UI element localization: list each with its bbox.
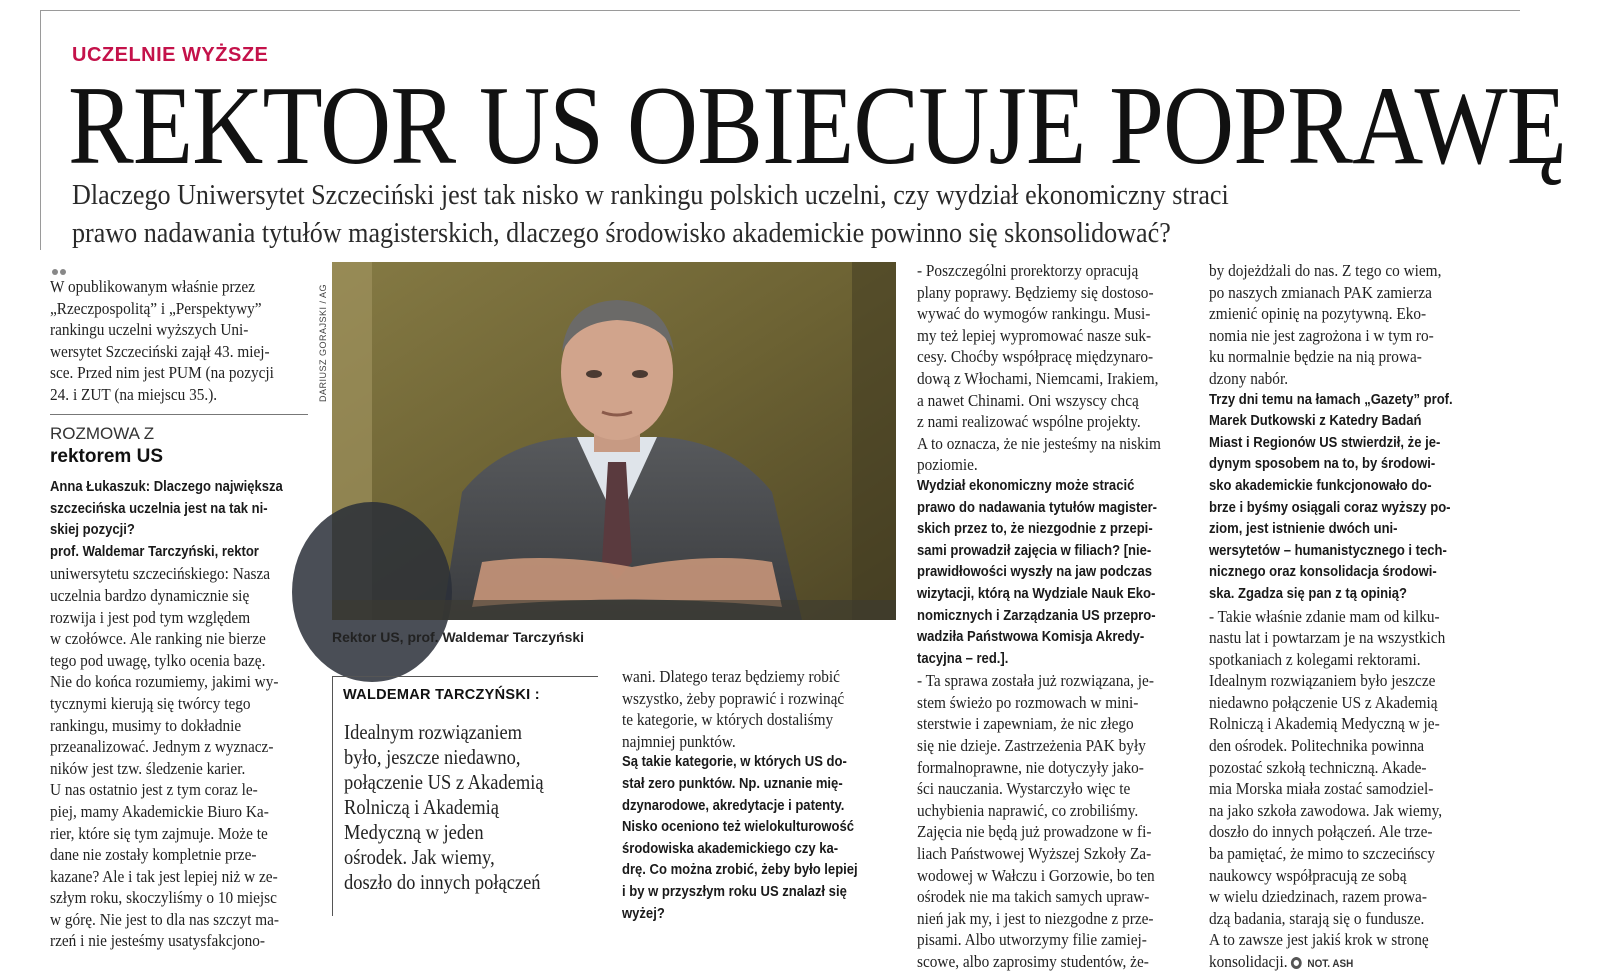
intro-line: W opublikowanym właśnie przez — [50, 277, 255, 296]
question-line: i by w przyszłym roku US znalazł się — [622, 883, 847, 900]
question-line: tacyjna – red.]. — [917, 650, 1009, 667]
article-end-marker — [1288, 952, 1354, 971]
answer-line: Idealnym rozwiązaniem było jeszcze — [1209, 671, 1436, 691]
article-column-4 — [917, 260, 1162, 973]
answer-line: nień jak my, i jest to niezgodne z prze- — [917, 908, 1154, 928]
answer-line: uniwersytetu szczecińskiego: Nasza — [50, 564, 271, 584]
pull-quote-text — [344, 720, 555, 895]
lead-line: prawo nadawania tytułów magisterskich, dlaczego środowisko akademickie powinno się skonsolidować? — [72, 217, 1171, 249]
answer-line: Nie do końca rozumiemy, jakimi wy- — [50, 672, 279, 692]
question-line: prawo do nadawania tytułów magister- — [917, 499, 1158, 516]
answer-line: dzony nabór. — [1209, 368, 1289, 388]
answer-line: konsolidacji. — [1209, 952, 1288, 971]
answer-line: z nami realizować wspólne projekty. — [917, 412, 1141, 432]
answer-line: scowe, albo zaprosimy studentów, że- — [917, 952, 1149, 971]
quote-line: Medyczną w jeden — [344, 820, 484, 844]
answer-line: den ośrodek. Politechnika powinna — [1209, 736, 1425, 756]
answer-line: plany poprawy. Będziemy się dostoso- — [917, 282, 1154, 302]
author-note: NOT. ASH — [1307, 958, 1354, 970]
question-line: Trzy dni temu na łamach „Gazety” prof. — [1209, 391, 1453, 408]
answer-line: A to zawsze jest jakiś krok w stronę — [1209, 930, 1429, 950]
answer-line: Rolniczą i Akademią Medyczną w je- — [1209, 714, 1440, 734]
question-line: skich przez to, że niezgodnie z przepi- — [917, 521, 1153, 538]
bullet-dots-icon — [52, 262, 68, 268]
rector-portrait-image — [332, 262, 896, 620]
question-line: dynym sposobem na to, by środowi- — [1209, 456, 1436, 473]
photo-caption: Rektor US, prof. Waldemar Tarczyński — [332, 629, 585, 645]
answer-line: tego pod uwagę, tylko ocenia bazę. — [50, 650, 266, 670]
question-line: Nisko oceniono też wielokulturowość — [622, 819, 855, 836]
question-line: sami prowadził zajęcia w filiach? [nie- — [917, 542, 1152, 559]
answer-line: te kategorie, w których dostaliśmy — [622, 710, 834, 730]
answer-line: wszystko, żeby poprawić i rozwinąć — [622, 688, 845, 708]
answer-line: pisami. Albo utworzymy filie zamiej- — [917, 930, 1147, 950]
answer-line: najmniej punktów. — [622, 731, 736, 751]
answer-line: A to oznacza, że nie jesteśmy na niskim — [917, 433, 1161, 453]
answer-line: rankingu, musimy to dokładnie — [50, 715, 242, 735]
answer-line: wani. Dlatego teraz będziemy robić — [622, 667, 840, 686]
question-line: Są takie kategorie, w których US do- — [622, 754, 847, 771]
question-line: nomicznych i Zarządzania US przepro- — [917, 607, 1156, 624]
question-line: Wydział ekonomiczny może stracić — [917, 477, 1135, 494]
answer-line: by dojeżdżali do nas. Z tego co wiem, — [1209, 261, 1442, 280]
answer-line: sterstwie i zapewniam, że nic złego — [917, 714, 1134, 734]
answer-line: naukowcy współpracują ze sobą — [1209, 865, 1407, 885]
answer-line: ośrodek nie ma takich samych upraw- — [917, 887, 1150, 907]
answer-line: a nawet Chinami. Oni wszyscy chcą — [917, 390, 1139, 410]
quote-line: było, jeszcze niedawno, — [344, 745, 521, 769]
intro-line: rankingu uczelni wyższych Uni- — [50, 320, 249, 340]
answer-line: formalnoprawne, nie dotyczyły jako- — [917, 757, 1144, 777]
interview-label: ROZMOWA Z — [50, 424, 155, 443]
question-line: dzynarodowe, akredytacje i patenty. — [622, 797, 845, 814]
answer-line: Zajęcia nie będą już prowadzone w fi- — [917, 822, 1152, 842]
question-line: prof. Waldemar Tarczyński, rektor — [50, 543, 259, 560]
answer-line: przeanalizować. Jednym z wyznacz- — [50, 737, 274, 757]
answer-line: rzeń i nie jesteśmy usatysfakcjono- — [50, 931, 265, 951]
intro-divider — [50, 414, 308, 415]
question-line: nicznego oraz konsolidacja środowi- — [1209, 564, 1437, 581]
photo-credit-text: DARIUSZ GORAJSKI / AG — [318, 283, 328, 402]
question-line: stał zero punktów. Np. uznanie mię- — [622, 775, 843, 792]
answer-line: dzą badania, starają się o fundusze. — [1209, 908, 1425, 928]
article-column-3 — [622, 666, 874, 925]
question-line: Miast i Regionów US stwierdził, że je- — [1209, 434, 1441, 451]
answer-line: w górę. Nie jest to dla nas szczyt ma- — [50, 909, 280, 929]
answer-line: na jako szkoła zawodowa. Jak wiemy, — [1209, 800, 1443, 820]
answer-line: zmienić opinię na pozytywną. Eko- — [1209, 304, 1427, 324]
answer-line: dane nie zostały kompletnie prze- — [50, 845, 257, 865]
answer-line: piej, mamy Akademickie Biuro Ka- — [50, 801, 269, 821]
intro-line: wersytet Szczeciński zajął 43. miej- — [50, 341, 270, 361]
answer-line: poziomie. — [917, 455, 978, 475]
question-line: drę. Co można zrobić, żeby było lepiej — [622, 862, 858, 879]
headline: REKTOR US OBIECUJE POPRAWĘ — [68, 64, 1566, 188]
answer-line: liach Państwowej Wyższej Szkoły Za- — [917, 844, 1152, 864]
intro-line: 24. i ZUT (na miejscu 35.). — [50, 384, 218, 404]
question-line: środowiska akademickiego czy ka- — [622, 840, 839, 857]
question-line: prawidłowości wyszły na jaw podczas — [917, 564, 1152, 581]
answer-line: rier, które się tym zajmuje. Może te — [50, 823, 268, 843]
intro-line: sce. Przed nim jest PUM (na pozycji — [50, 363, 274, 383]
question-line: wyżej? — [622, 905, 665, 922]
answer-line: - Poszczególni prorektorzy opracują — [917, 261, 1139, 280]
answer-line: się nie dzieje. Zastrzeżenia PAK były — [917, 736, 1146, 756]
question-line: wersytetów – humanistycznego i tech- — [1209, 542, 1447, 559]
answer-line: - Ta sprawa została już rozwiązana, je- — [917, 671, 1154, 691]
answer-line: cesy. Choćby współpracę międzynaro- — [917, 347, 1154, 367]
quote-line: Idealnym rozwiązaniem — [344, 720, 523, 744]
question-line: szczecińska uczelnia jest na tak ni- — [50, 500, 268, 517]
intro-text — [50, 276, 286, 406]
answer-line: po naszych zmianach PAK zamierza — [1209, 282, 1432, 302]
answer-line: nastu lat i powtarzam je na wszystkich — [1209, 628, 1446, 648]
quote-line: połączenie US z Akademią — [344, 770, 544, 794]
answer-line: stem świeżo po rozmowach w mini- — [917, 692, 1139, 712]
answer-line: uczelnia bardzo dynamicznie się — [50, 585, 250, 605]
answer-line: w wielu dziedzinach, razem prowa- — [1209, 887, 1427, 907]
answer-line: pozostać szkołą techniczną. Akade- — [1209, 757, 1427, 777]
answer-line: doszło do innych połączeń. Ale trze- — [1209, 822, 1433, 842]
rector-photo — [332, 262, 896, 620]
question-line: wadziła Państwowa Komisja Akredy- — [917, 629, 1145, 646]
answer-line: rozwija i jest pod tym względem — [50, 607, 251, 627]
answer-line: wywać do wymogów rankingu. Musi- — [917, 304, 1151, 324]
question-line: ska. Zgadza się pan z tą opinią? — [1209, 585, 1407, 602]
question-line: skiej pozycji? — [50, 522, 135, 539]
answer-line: szłym roku, skoczyliśmy o 10 miejsc — [50, 888, 277, 908]
answer-line: ników jest tzw. śledzenie karier. — [50, 758, 246, 778]
answer-line: wodowej w Wałczu i Gorzowie, bo ten — [917, 865, 1155, 885]
question-line: Marek Dutkowski z Katedry Badań — [1209, 413, 1422, 430]
answer-line: mia Morska miała zostać samodziel- — [1209, 779, 1434, 799]
frame-left-rule — [40, 10, 41, 250]
answer-line: nomia nie jest zagrożona i w tym ro- — [1209, 325, 1434, 345]
lead-paragraph — [72, 176, 1458, 252]
answer-line: spotkaniach z kolegami rektorami. — [1209, 649, 1421, 669]
question-line: brze i byśmy osiągali coraz wyższy po- — [1209, 499, 1451, 516]
article-column-5 — [1209, 260, 1461, 976]
question-line: wizytacji, którą na Wydziale Nauk Eko- — [917, 585, 1156, 602]
answer-line: w czołówce. Ale ranking nie bierze — [50, 629, 266, 649]
answer-line: kazane? Ale i tak jest lepiej niż w ze- — [50, 866, 278, 886]
article-column-1 — [50, 477, 286, 952]
answer-line: my też lepiej wypromować nasze suk- — [917, 325, 1152, 345]
answer-line: dową z Włochami, Niemcami, Irakiem, — [917, 368, 1159, 388]
intro-line: „Rzeczpospolitą” i „Perspektywy” — [50, 298, 262, 318]
question-line: ziom, jest istnienie dwóch uni- — [1209, 521, 1398, 538]
question-line: sko akademickie funkcjonowało do- — [1209, 477, 1432, 494]
section-label: UCZELNIE WYŻSZE — [72, 44, 269, 66]
frame-top-rule — [40, 10, 1520, 11]
answer-line: niedawno połączenie US z Akademią — [1209, 692, 1438, 712]
quote-line: Rolniczą i Akademią — [344, 795, 499, 819]
quote-line: ośrodek. Jak wiemy, — [344, 845, 495, 869]
pull-quote-author: WALDEMAR TARCZYŃSKI : — [343, 687, 540, 703]
question-line: Anna Łukaszuk: Dlaczego największa — [50, 479, 283, 495]
end-circle-icon — [1291, 957, 1302, 969]
answer-line: ści nauczania. Wystarczyło więc te — [917, 779, 1131, 799]
answer-line: tycznymi kierują się twórcy tego — [50, 693, 251, 713]
lead-line: Dlaczego Uniwersytet Szczeciński jest tak nisko w rankingu polskich uczelni, czy wydział ekonomiczny straci — [72, 179, 1229, 211]
answer-line: uchybienia naprawić, co zrobiliśmy. — [917, 800, 1139, 820]
answer-line: ku normalnie będzie na nią prowa- — [1209, 347, 1422, 367]
interview-subject: rektorem US — [50, 446, 163, 467]
answer-line: - Takie właśnie zdanie mam od kilku- — [1209, 606, 1440, 626]
answer-line: ba pamiętać, że mimo to szczecińscy — [1209, 844, 1435, 864]
quote-line: doszło do innych połączeń — [344, 870, 541, 894]
answer-line: U nas ostatnio jest z tym coraz le- — [50, 780, 258, 800]
photo-credit — [318, 262, 332, 402]
